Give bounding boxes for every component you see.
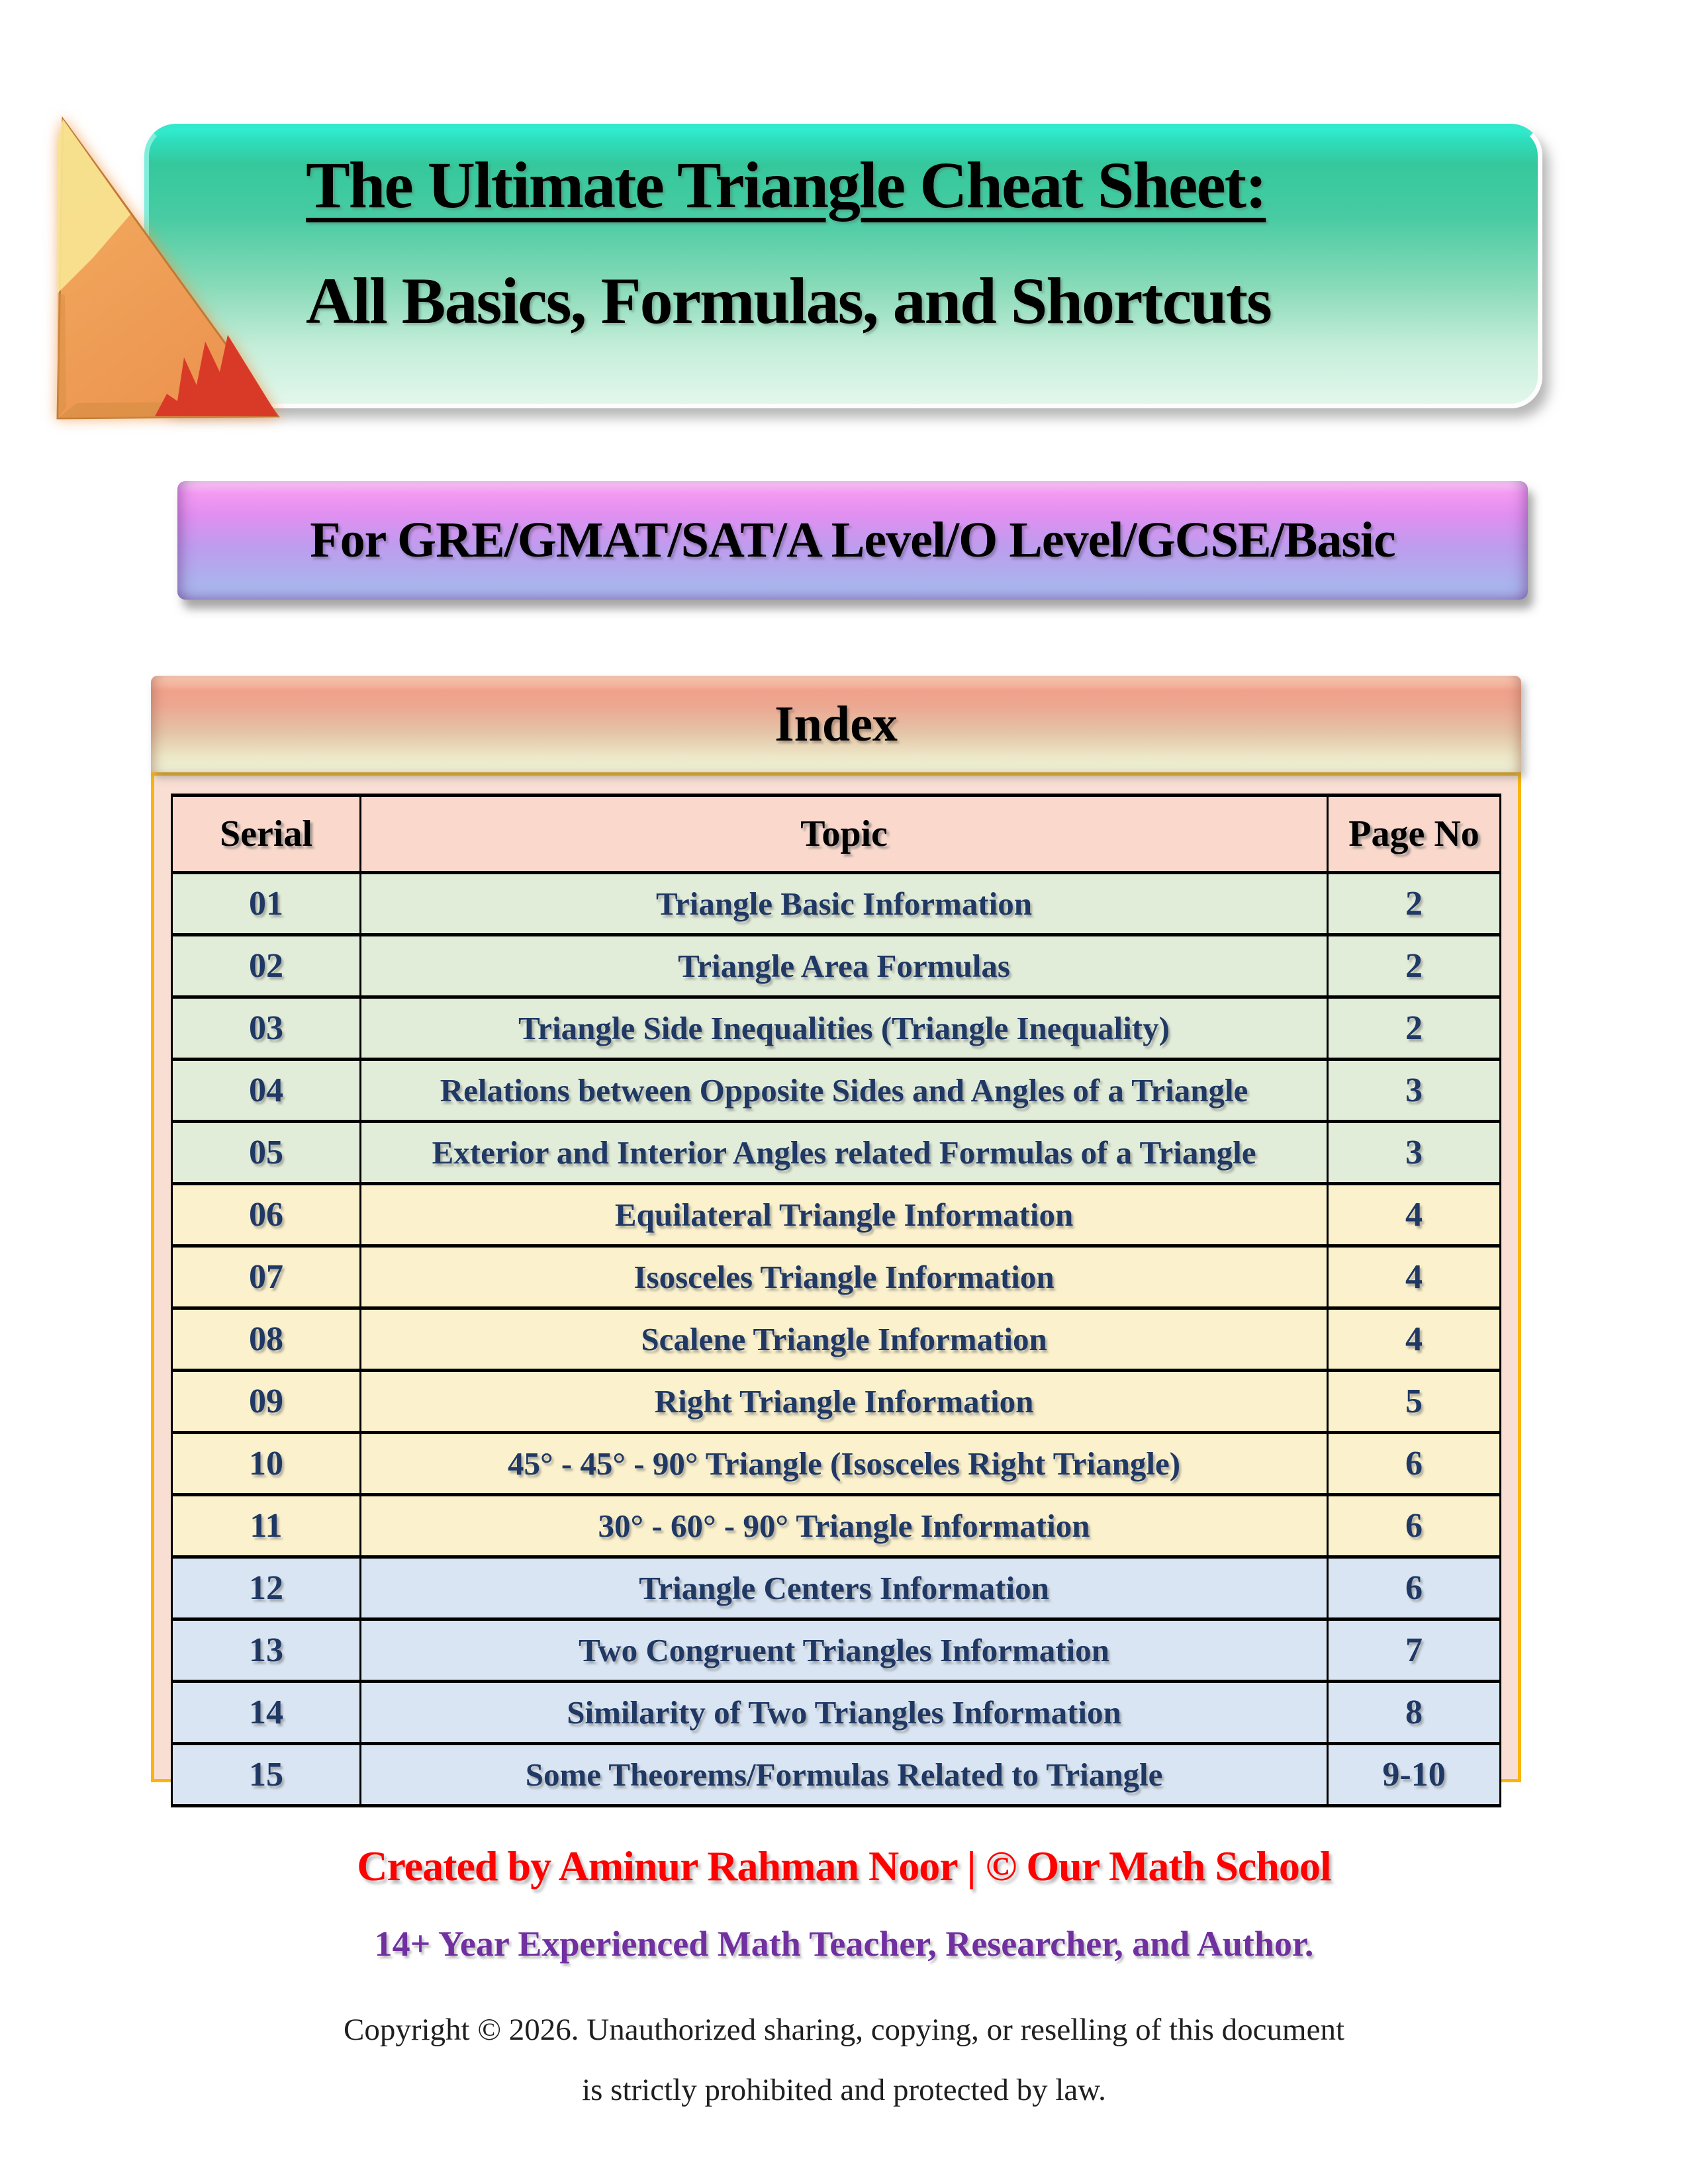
table-row xyxy=(172,1122,1501,1184)
title-banner xyxy=(144,124,1542,408)
column-header-page: Page No xyxy=(1328,796,1501,873)
index-banner xyxy=(151,676,1521,772)
row-page: 6 xyxy=(1328,1557,1501,1619)
copyright-notice xyxy=(0,2000,1688,2120)
row-serial: 12 xyxy=(172,1557,361,1619)
row-serial: 07 xyxy=(172,1246,361,1308)
table-row xyxy=(172,997,1501,1060)
row-topic: Scalene Triangle Information xyxy=(360,1308,1327,1371)
copyright-line-1: Copyright © 2026. Unauthorized sharing, copying, or reselling of this document xyxy=(343,2013,1345,2047)
row-serial: 02 xyxy=(172,935,361,997)
header-row xyxy=(172,796,1501,873)
row-topic: Some Theorems/Formulas Related to Triangle xyxy=(360,1744,1327,1806)
table-row xyxy=(172,1308,1501,1371)
exam-level-text: For GRE/GMAT/SAT/A Level/O Level/GCSE/Basic xyxy=(310,512,1395,568)
exam-level-banner xyxy=(177,481,1528,600)
table-row xyxy=(172,1557,1501,1619)
table-row xyxy=(172,1744,1501,1806)
table-row xyxy=(172,1371,1501,1433)
row-topic: Triangle Area Formulas xyxy=(360,935,1327,997)
row-topic: Triangle Centers Information xyxy=(360,1557,1327,1619)
table-row xyxy=(172,1433,1501,1495)
row-page: 3 xyxy=(1328,1060,1501,1122)
row-topic: 30° - 60° - 90° Triangle Information xyxy=(360,1495,1327,1557)
row-serial: 06 xyxy=(172,1184,361,1246)
table-row xyxy=(172,1246,1501,1308)
copyright-line-2: is strictly prohibited and protected by law. xyxy=(582,2072,1106,2107)
row-serial: 15 xyxy=(172,1744,361,1806)
row-serial: 11 xyxy=(172,1495,361,1557)
page-title-text: The Ultimate Triangle Cheat Sheet: xyxy=(306,148,1266,222)
row-topic: Exterior and Interior Angles related Formulas of a Triangle xyxy=(360,1122,1327,1184)
row-page: 2 xyxy=(1328,873,1501,935)
author-experience: 14+ Year Experienced Math Teacher, Researcher, and Author. xyxy=(374,1924,1314,1964)
table-row xyxy=(172,873,1501,935)
row-page: 9-10 xyxy=(1328,1744,1501,1806)
row-page: 6 xyxy=(1328,1495,1501,1557)
row-topic: Similarity of Two Triangles Information xyxy=(360,1682,1327,1744)
column-header-topic: Topic xyxy=(360,796,1327,873)
row-page: 4 xyxy=(1328,1246,1501,1308)
index-container xyxy=(151,772,1521,1794)
row-topic: Right Triangle Information xyxy=(360,1371,1327,1433)
column-header-serial: Serial xyxy=(172,796,361,873)
row-serial: 14 xyxy=(172,1682,361,1744)
index-table xyxy=(171,794,1501,1807)
row-serial: 05 xyxy=(172,1122,361,1184)
table-row xyxy=(172,1619,1501,1682)
table-row xyxy=(172,1682,1501,1744)
row-page: 7 xyxy=(1328,1619,1501,1682)
row-serial: 03 xyxy=(172,997,361,1060)
author-credit: Created by Aminur Rahman Noor | © Our Math School xyxy=(357,1843,1331,1889)
row-serial: 13 xyxy=(172,1619,361,1682)
row-page: 2 xyxy=(1328,935,1501,997)
index-table-body xyxy=(172,873,1501,1806)
table-row xyxy=(172,935,1501,997)
row-page: 3 xyxy=(1328,1122,1501,1184)
row-serial: 04 xyxy=(172,1060,361,1122)
triangle-logo-icon xyxy=(56,115,282,423)
row-topic: Isosceles Triangle Information xyxy=(360,1246,1327,1308)
table-row xyxy=(172,1495,1501,1557)
row-topic: Two Congruent Triangles Information xyxy=(360,1619,1327,1682)
page-title xyxy=(306,146,1518,225)
row-serial: 08 xyxy=(172,1308,361,1371)
table-row xyxy=(172,1060,1501,1122)
index-title: Index xyxy=(774,696,898,752)
row-topic: Triangle Side Inequalities (Triangle Inequality) xyxy=(360,997,1327,1060)
row-page: 2 xyxy=(1328,997,1501,1060)
row-serial: 10 xyxy=(172,1433,361,1495)
row-topic: 45° - 45° - 90° Triangle (Isosceles Right Triangle) xyxy=(360,1433,1327,1495)
row-page: 4 xyxy=(1328,1308,1501,1371)
row-topic: Equilateral Triangle Information xyxy=(360,1184,1327,1246)
row-page: 4 xyxy=(1328,1184,1501,1246)
row-page: 6 xyxy=(1328,1433,1501,1495)
row-page: 8 xyxy=(1328,1682,1501,1744)
index-table-header xyxy=(172,796,1501,873)
row-topic: Triangle Basic Information xyxy=(360,873,1327,935)
page-subtitle: All Basics, Formulas, and Shortcuts xyxy=(306,264,1271,338)
row-serial: 09 xyxy=(172,1371,361,1433)
row-page: 5 xyxy=(1328,1371,1501,1433)
row-serial: 01 xyxy=(172,873,361,935)
row-topic: Relations between Opposite Sides and Angles of a Triangle xyxy=(360,1060,1327,1122)
table-row xyxy=(172,1184,1501,1246)
